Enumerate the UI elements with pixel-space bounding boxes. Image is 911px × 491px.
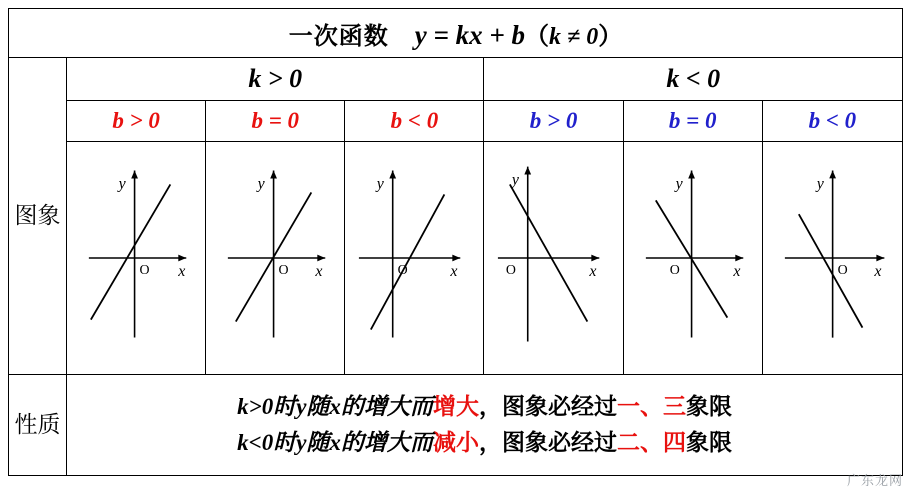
row-label-graph <box>9 58 67 375</box>
graph-cell-k-pos-b-pos <box>67 142 206 375</box>
graph-cell-k-neg-b-pos <box>484 142 623 375</box>
graph-k-pos-b-neg <box>345 142 483 374</box>
title-paren-close: ） <box>598 22 623 50</box>
graph-k-neg-b-neg <box>763 142 902 374</box>
property-line-1-part1: k>0时y随x的增大而 <box>237 394 433 420</box>
graph-origin-label: O <box>506 262 517 278</box>
graph-k-pos-b-zero <box>206 142 344 374</box>
graph-x-label: x <box>732 262 740 280</box>
property-line-2-part1: k<0时y随x的增大而 <box>237 430 433 455</box>
property-line-2 <box>67 425 902 461</box>
table-title <box>9 9 903 58</box>
worksheet <box>8 8 903 478</box>
header-b-col-5: b < 0 <box>762 101 902 142</box>
property-line-1-part3: 象限 <box>685 393 732 420</box>
graph-cell-k-pos-b-zero <box>206 142 345 375</box>
property-line-1-highlight1: 增大 <box>432 393 479 420</box>
header-k-negative: k < 0 <box>484 58 903 101</box>
graph-origin-label: O <box>139 262 150 278</box>
graph-y-label: y <box>377 175 385 193</box>
title-paren-open: （ <box>525 22 550 50</box>
header-b-col-2: b < 0 <box>345 101 484 142</box>
graph-y-label: y <box>118 175 126 193</box>
property-line-1-part2: ，图象必经过 <box>478 393 617 420</box>
graph-origin-label: O <box>398 262 409 278</box>
graph-cell-k-pos-b-neg <box>345 142 484 375</box>
graph-k-neg-b-zero <box>624 142 762 374</box>
row-label-graph-text: 图象 <box>14 202 61 229</box>
graph-cell-k-neg-b-zero <box>623 142 762 375</box>
property-line-2-highlight2: 二、四 <box>616 429 686 455</box>
graph-origin-label: O <box>669 262 680 278</box>
watermark: 广东龙网 <box>846 473 903 488</box>
b-header-row <box>9 101 903 142</box>
graph-x-label: x <box>315 262 323 280</box>
row-label-property-text: 性质 <box>14 411 61 438</box>
title-equation: y = kx + b <box>414 19 526 50</box>
linear-function-table <box>8 8 903 476</box>
graph-origin-label: O <box>278 262 289 278</box>
header-b-col-0: b > 0 <box>67 101 206 142</box>
graph-x-label: x <box>450 262 458 280</box>
property-line-2-part3: 象限 <box>685 429 732 455</box>
graph-row <box>9 142 903 375</box>
graph-y-label: y <box>675 175 683 193</box>
graph-x-label: x <box>874 262 882 280</box>
header-b-col-1: b = 0 <box>206 101 345 142</box>
header-k-positive: k > 0 <box>67 58 484 101</box>
property-line-2-part2: ，图象必经过 <box>478 429 617 455</box>
property-line-1-highlight2: 一、三 <box>616 393 686 420</box>
graph-x-label: x <box>178 262 186 280</box>
graph-k-pos-b-pos <box>67 142 205 374</box>
graph-x-label: x <box>589 262 597 280</box>
graph-y-label: y <box>257 175 265 193</box>
property-line-1 <box>67 389 902 425</box>
title-condition-text: k ≠ 0 <box>549 23 599 50</box>
graph-origin-label: O <box>837 262 848 278</box>
graph-k-neg-b-pos <box>484 142 622 374</box>
title-chinese: 一次函数 <box>288 22 389 50</box>
header-b-col-3: b > 0 <box>484 101 623 142</box>
property-content <box>67 375 903 476</box>
graph-y-label: y <box>816 175 824 193</box>
k-header-row <box>9 58 903 101</box>
header-b-col-4: b = 0 <box>623 101 762 142</box>
graph-y-label: y <box>512 171 520 189</box>
title-condition <box>525 23 622 50</box>
graph-cell-k-neg-b-neg <box>762 142 902 375</box>
property-row <box>9 375 903 476</box>
property-line-2-highlight1: 减小 <box>432 429 479 455</box>
row-label-property <box>9 375 67 476</box>
title-row <box>9 9 903 58</box>
